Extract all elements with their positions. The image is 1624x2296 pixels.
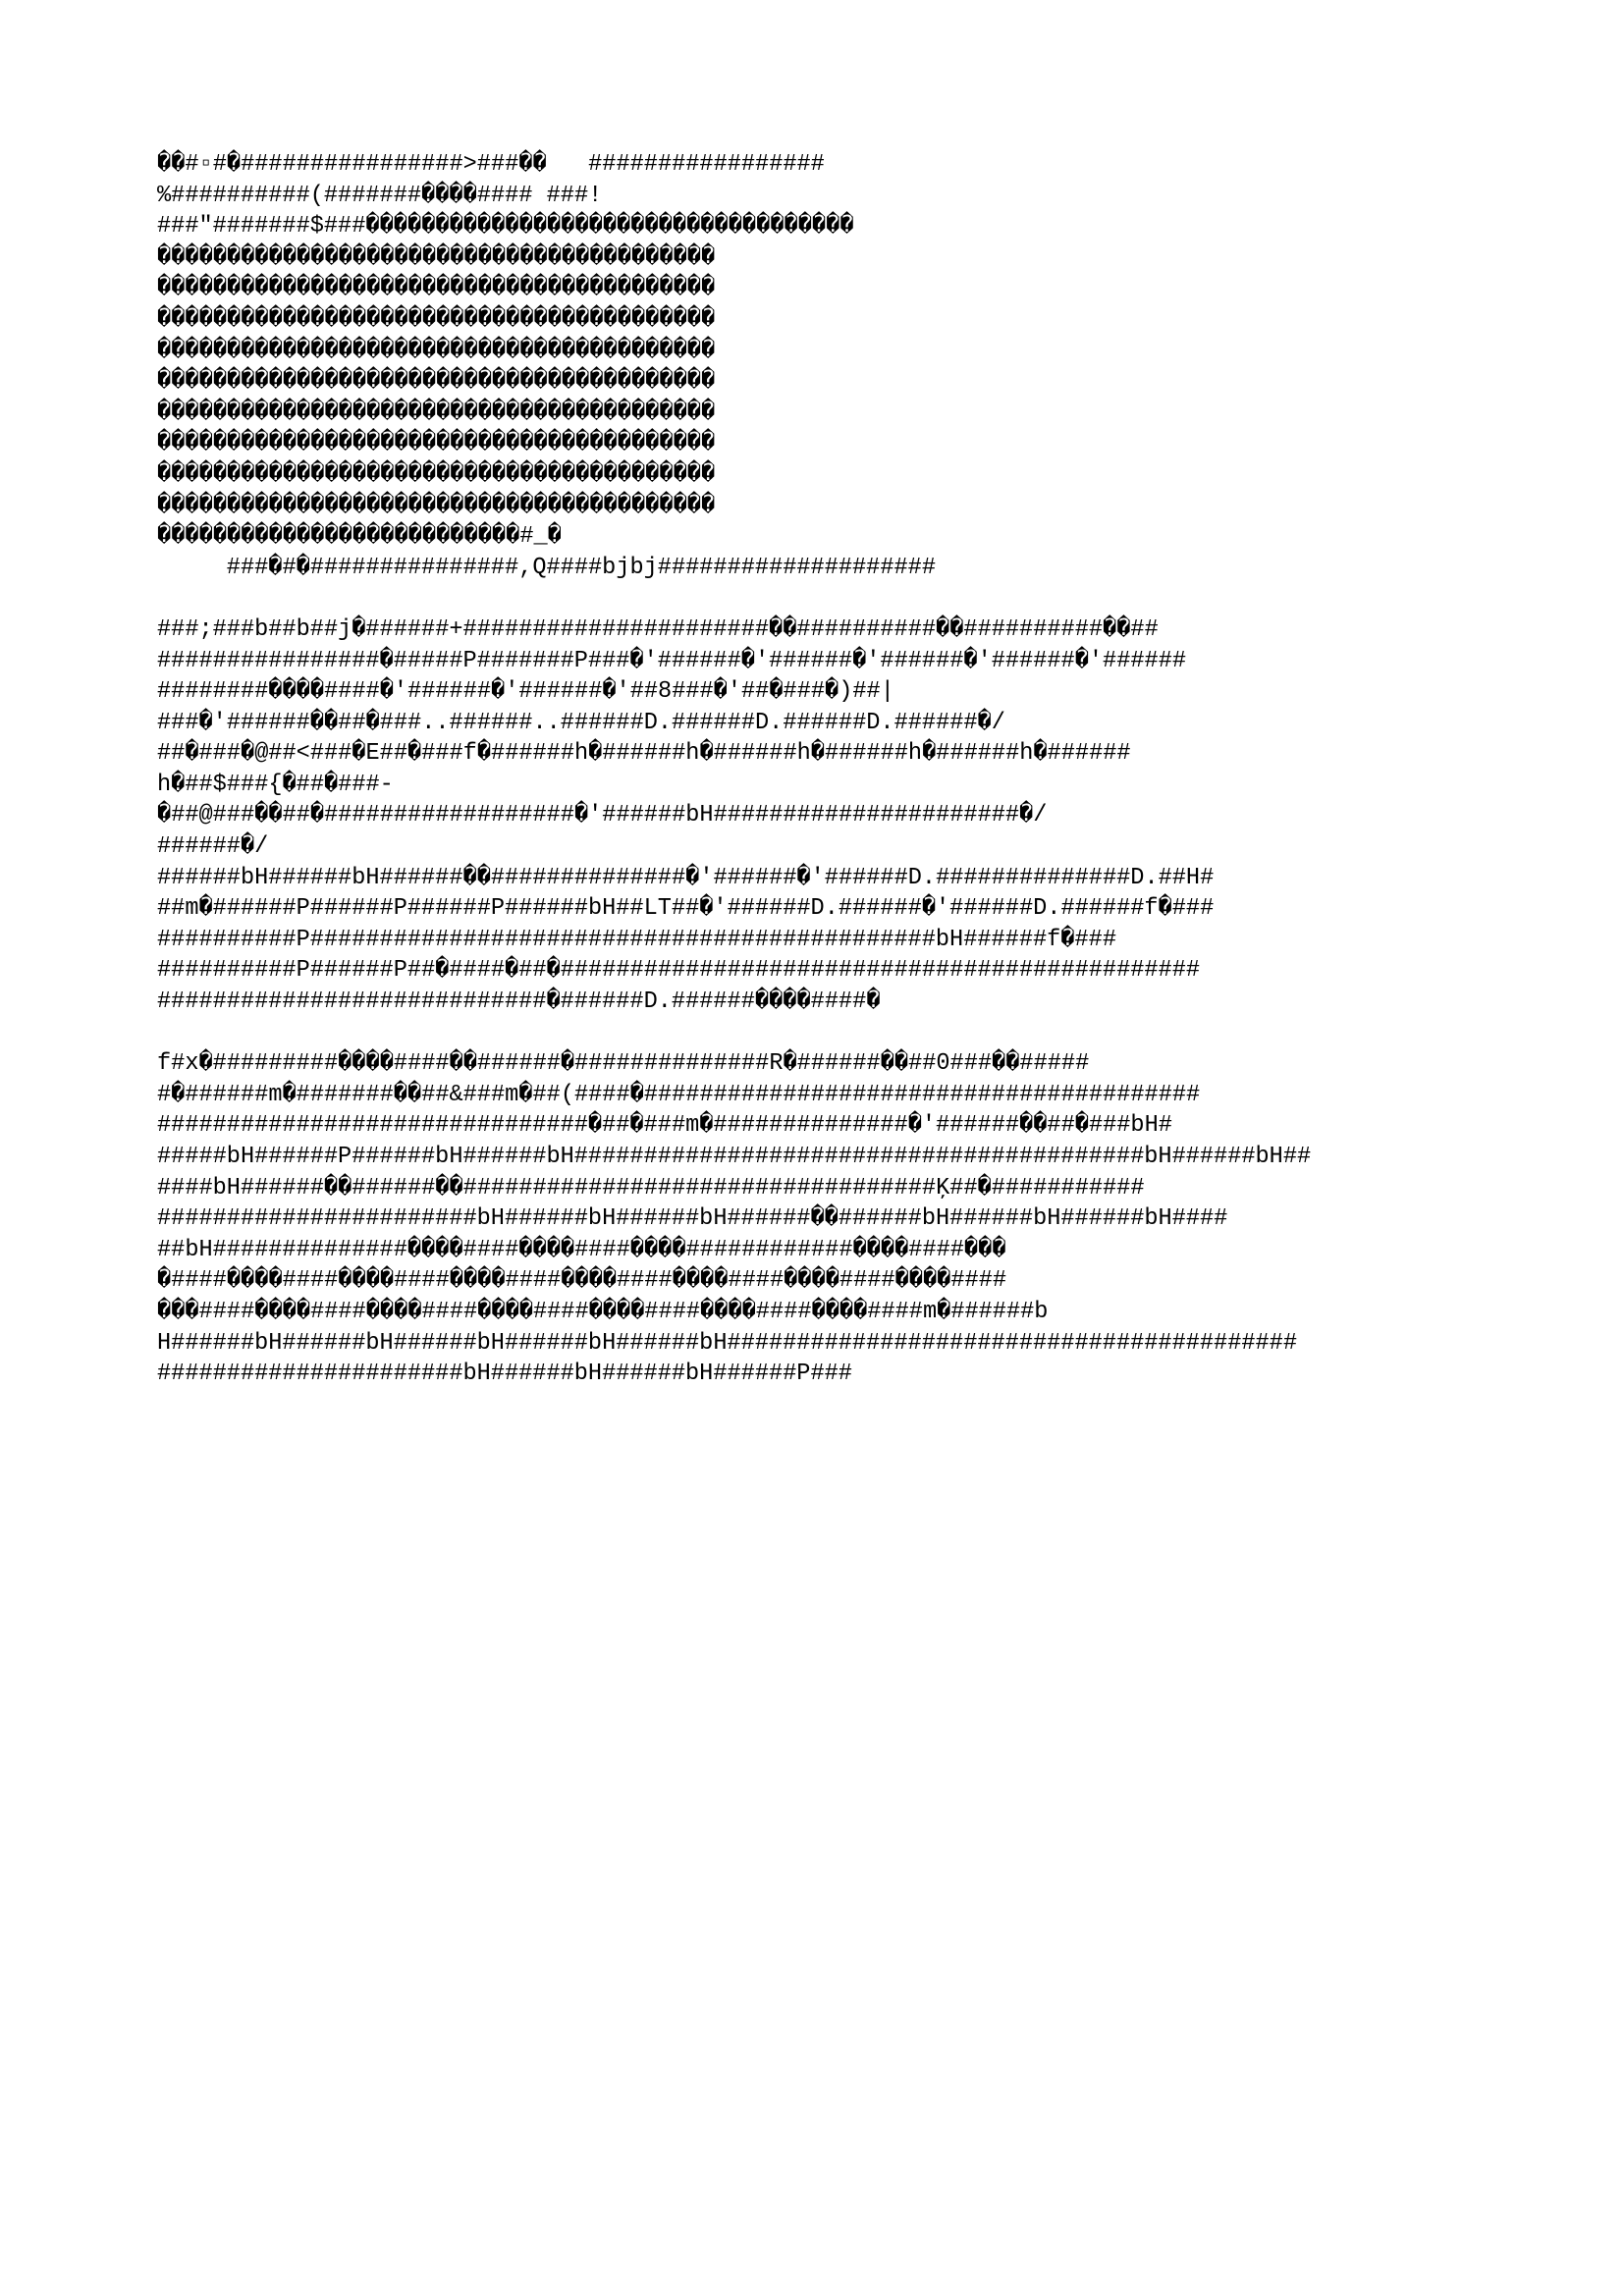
text-line: ����������������������������������������	[157, 337, 716, 364]
text-line: ##bH##############����####����####����############����####���	[157, 1236, 1006, 1263]
text-line: ##########P#############################################bH######f�###	[157, 926, 1116, 953]
text-line: ############################�######D.######����####�	[157, 988, 881, 1016]
text-line: ���####����####����####����####����####����####����####m�######b	[157, 1298, 1049, 1325]
text-line: ################�#####P#######P###�'######�'######�'######�'######�'######	[157, 647, 1187, 674]
text-line: ����������������������������������������	[157, 399, 716, 426]
text-line: ####bH######��######��##################################Ķ##�###########	[157, 1174, 1145, 1201]
text-line: f#x�#########����####��######�##############R�######��##0###��#####	[157, 1050, 1090, 1078]
paragraph-2	[157, 614, 1473, 1018]
text-line: ##m�######P######P######P######bH##LT##�'######D.######�'######D.######f�###	[157, 895, 1215, 923]
document-page	[157, 149, 1473, 1420]
text-line: ##########P######P##�####�##�##############################################	[157, 957, 1201, 985]
text-line: �##@###��##�##################�'######bH######################�/	[157, 802, 1048, 829]
text-line: ###;###b##b##j�######+######################��##########��##########��##	[157, 615, 1159, 643]
text-line: ����������������������������������������	[157, 243, 716, 271]
text-line: �####����####����####����####����####����####����####����####	[157, 1267, 1007, 1295]
text-line: %##########(#######����#### ###!	[157, 182, 603, 209]
text-line: ����������������������������������������	[157, 368, 716, 396]
text-line: ########����####�'######�'######�'##8###�'##�###�)##|	[157, 678, 894, 706]
text-line: #�######m�#######��##&###m�##(####�########################################	[157, 1081, 1201, 1108]
text-line: ����������������������������������������	[157, 305, 716, 333]
text-line: ����������������������������������������	[157, 275, 716, 302]
text-line: ######bH######bH######��##############�'######�'######D.##############D.##H#	[157, 864, 1215, 891]
paragraph-1	[157, 149, 1473, 583]
text-line: ##�###�@##<###�E##�###f�######h�######h�######h�######h�######h�######	[157, 740, 1131, 768]
text-line: ��������������������������#_�	[157, 523, 562, 551]
paragraph-3	[157, 1048, 1473, 1390]
text-line: ###"#######$###�����������������������������������	[157, 213, 854, 240]
text-line: ��#▫#�################>###�� #################	[157, 151, 825, 178]
text-line: ###�#�###############,Q####bjbj####################	[157, 554, 936, 581]
text-line: ###############################�##�###m�##############�'######��##�###bH#	[157, 1112, 1172, 1140]
text-line: ######################bH######bH######bH######P###	[157, 1361, 852, 1388]
text-line: ����������������������������������������	[157, 460, 716, 488]
text-line: ����������������������������������������	[157, 430, 716, 457]
text-line: h�##$###{�##�###-	[157, 771, 394, 798]
text-line: #######################bH######bH######bH######��######bH######bH######bH####	[157, 1205, 1228, 1233]
text-line: ######�/	[157, 833, 269, 861]
text-line: H######bH######bH######bH######bH######bH#########################################	[157, 1329, 1298, 1357]
text-line: ###�'######��##�###..######..######D.######D.######D.######�/	[157, 709, 1005, 736]
text-line: ����������������������������������������	[157, 492, 716, 519]
text-line: #####bH######P######bH######bH#########################################bH######bH##	[157, 1144, 1312, 1170]
